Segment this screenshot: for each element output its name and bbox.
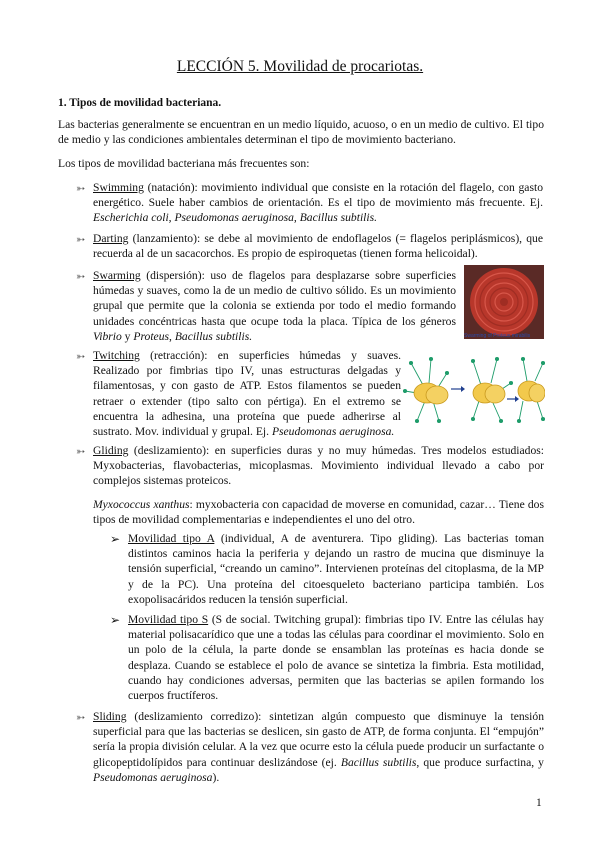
twitching-diagram xyxy=(403,355,545,427)
item-swarming: Swarming (dispersión): uso de flagelos para desplazarse sobre superficies húmedas y suaves, como la de un medio de cultivo sólido. Es un movimiento grupal que permite que la colonia se extienda por todo el medio formando unidades concéntricas hasta que ocupe toda la placa. Típica de los géneros Vibrio y Proteus, Bacillus subtilis. xyxy=(93,269,456,343)
item-sliding: Sliding (deslizamiento corredizo): sintetizan algún compuesto que disminuye la tensión superficial para que las bacterias se deslicen, sin gasto de ATP, de forma conjunta. El “empujón” sería la propia división celular. A la vez que ocurre esto la célula puede producir un surfactante o glicopeptidolípidos para continuar deslizándose (ej. Bacillus subtilis, que produce surfactina, y Pseudomonas aeruginosa). xyxy=(93,710,544,784)
term-sliding: Sliding xyxy=(93,710,127,723)
movilidad-tipo-s: Movilidad tipo S (S de social. Twitching grupal): fimbrias tipo IV. Entre las células hay material polisacarídico que une a todas las células para coordinar el movimiento. Solo en un polo de la célula, la parte donde se ensamblan las proteínas es hacia donde se desplaza. Cuando se establece el polo de avance se sintetiza la fimbria. Esta motilidad, cuando hay condiciones adversas, permiten que las bacterias se apilen formando los cuerpos fructíferos. xyxy=(128,613,544,703)
page-title: LECCIÓN 5. Movilidad de procariotas. xyxy=(176,58,424,75)
bullet-icon: ➳ xyxy=(76,712,86,724)
page-number: 1 xyxy=(536,797,542,809)
term-swimming: Swimming xyxy=(93,181,144,194)
intro-types-line: Los tipos de movilidad bacteriana más frecuentes son: xyxy=(58,157,310,170)
item-darting: Darting (lanzamiento): se debe al movimiento de endoflagelos (= flagelos periplásmicos), que recuerda al de un sacacorchos. Es propio de espiroquetas (tienen forma helicoidal). xyxy=(93,232,543,261)
movilidad-tipo-a: Movilidad tipo A (individual, A de aventurera. Tipo gliding). Las bacterias toman distintos caminos hacia la periferia y dejando un rastro de mucina que disminuye la tensión superficial, “creando un camino”. Intervienen proteínas del citoplasma, de la MP y de la PC). Una proteína del citoesqueleto bacteriano participa también. Los exopolisacáridos reducen la tensión superficial. xyxy=(128,532,545,606)
item-swimming: Swimming (natación): movimiento individual que consiste en la rotación del flagelo, con gasto energético. Suele haber cambios de orientación. Es el tipo de movimiento más frecuente. Ej. Escherichia coli, Pseudomonas aeruginosa, Bacillus subtilis. xyxy=(93,181,543,225)
intro-paragraph: Las bacterias generalmente se encuentran en un medio líquido, acuoso, o en un medio de cultivo. El tipo de medio y las condiciones ambientales determinan el tipo de movimiento bacteriano. xyxy=(58,118,544,147)
arrow-bullet-icon: ➢ xyxy=(110,532,121,546)
bullet-icon: ➳ xyxy=(76,271,86,283)
myxococcus-paragraph: Myxococcus xanthus: myxobacteria con capacidad de moverse en comunidad, cazar… Tiene dos tipos de movilidad complementarias e independientes el uno del otro. xyxy=(93,498,544,527)
term-darting: Darting xyxy=(93,232,129,245)
arrow-head xyxy=(461,386,465,392)
term-tipo-a: Movilidad tipo A xyxy=(128,532,215,545)
bullet-icon: ➳ xyxy=(76,351,86,363)
bullet-icon: ➳ xyxy=(76,234,86,246)
term-gliding: Gliding xyxy=(93,444,129,457)
bacterium-cell xyxy=(426,386,448,404)
item-twitching: Twitching (retracción): en superficies húmedas y suaves. Realizado por fimbrias tipo IV, unas estructuras delgadas y filamentosas, y con gasto de ATP. Estos filamentos se pueden retraer o extender (tipo salto con pértiga). En el extremo se encuentra la adhesina, una proteína que puede adherirse al sustrato. Mov. individual y grupal. Ej. Pseudomonas aeruginosa. xyxy=(93,349,401,439)
term-twitching: Twitching xyxy=(93,349,140,362)
term-tipo-s: Movilidad tipo S xyxy=(128,613,209,626)
swarming-image-caption: Swarming of Proteus mirabilis xyxy=(464,333,531,339)
bullet-icon: ➳ xyxy=(76,446,86,458)
bullet-icon: ➳ xyxy=(76,183,86,195)
arrow-head xyxy=(515,396,519,402)
swarming-plate-image xyxy=(464,265,544,339)
item-gliding: Gliding (deslizamiento): en superficies duras y no muy húmedas. Tres modelos estudiados: Myxobacterias, flavobacterias, micoplasmas. Movimiento individual llevado a cabo por complejos sistemas proteicos. xyxy=(93,444,544,488)
section-heading: 1. Tipos de movilidad bacteriana. xyxy=(58,97,222,109)
bacterium-cell xyxy=(485,385,505,403)
arrow-bullet-icon: ➢ xyxy=(110,613,121,627)
term-swarming: Swarming xyxy=(93,269,141,282)
bacterium-cell xyxy=(529,384,545,402)
